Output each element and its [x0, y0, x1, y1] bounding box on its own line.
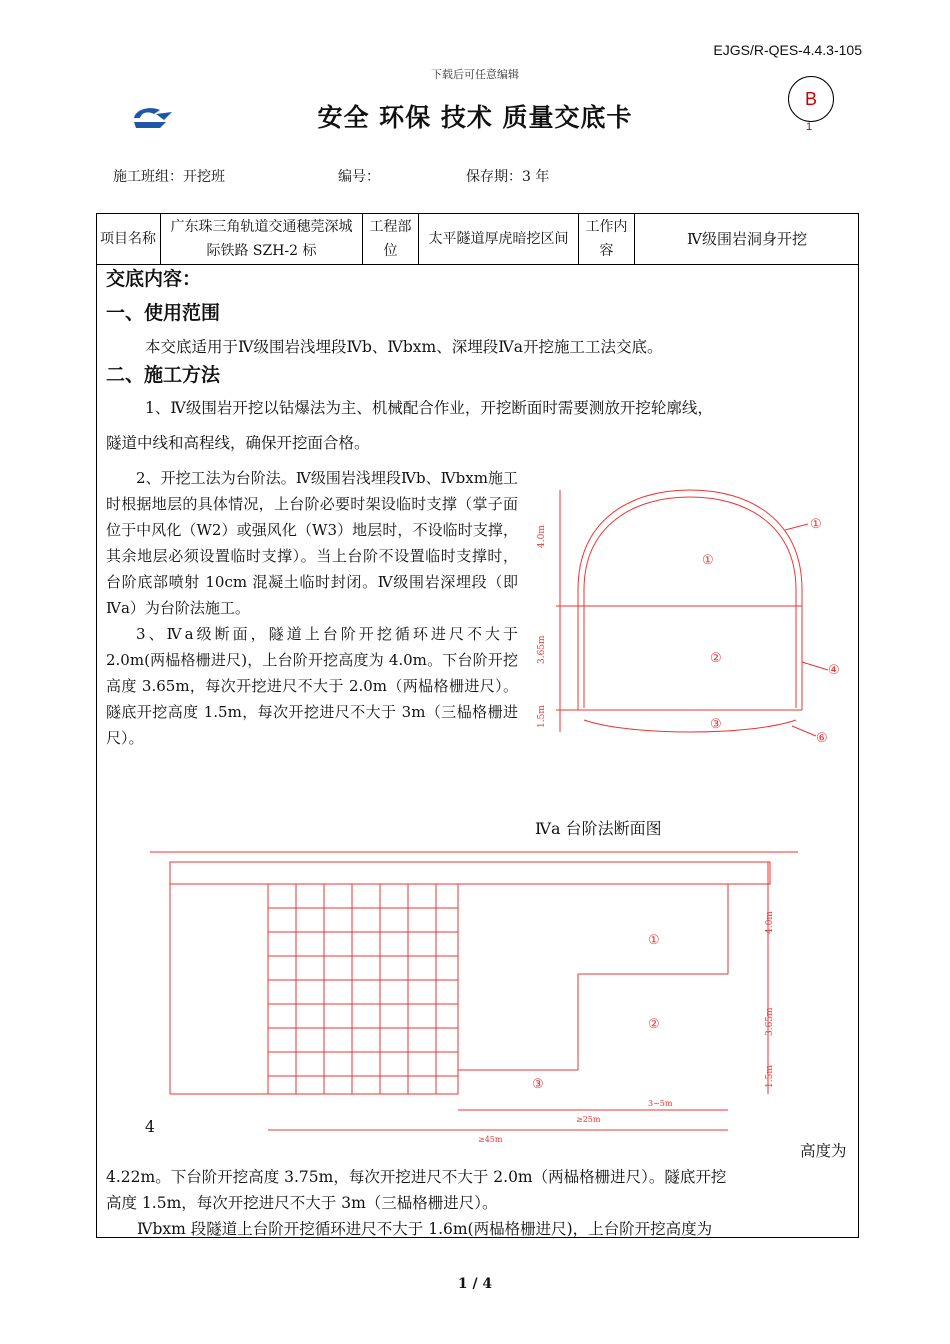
zone-3-label: ③ — [532, 1077, 544, 1092]
right-dim-1: 4.0m — [765, 911, 775, 934]
section1-text: 本交底适用于Ⅳ级围岩浅埋段Ⅳb、Ⅳbxm、深埋段Ⅳa开挖施工工法交底。 — [145, 338, 663, 356]
section2-p3: 3、Ⅳa级断面，隧道上台阶开挖循环进尺不大于 2.0m(两榀格栅进尺)，上台阶开挖高度为 4.0m。下台阶开挖高度 3.65m，每次开挖进尺不大于 2.0m（两榀格栅进尺）。隧底开挖高度 1.5m，每次开挖进尺不大于 3m（三榀格栅进尺）。 — [106, 625, 518, 747]
section2-p1-line1: 1、Ⅳ级围岩开挖以钻爆法为主、机械配合作业，开挖断面时需要测放开挖轮廓线， — [145, 399, 713, 417]
zone-2-label: ② — [648, 1017, 660, 1032]
zone-3-label: ③ — [710, 717, 722, 732]
retention-label: 保存期：3 年 — [466, 169, 550, 185]
bottom-line-4: Ⅳbxm 段隧道上台阶开挖循环进尺不大于 1.6m(两榀格栅进尺)，上台阶开挖高度为 — [137, 1220, 713, 1238]
work-value: Ⅳ级围岩洞身开挖 — [687, 229, 807, 248]
page-title: 安全 环保 技术 质量交底卡 — [317, 103, 633, 132]
bottom-line-2: 4.22m。下台阶开挖高度 3.75m，每次开挖进尺不大于 2.0m（两榀格栅进尺）。隧底开挖 — [106, 1168, 727, 1186]
dim-label-3: 1.5m — [537, 705, 547, 728]
content-heading: 交底内容： — [106, 268, 202, 290]
section2-p4-number: 4 — [145, 1118, 155, 1136]
section2-p2: 2、开挖工法为台阶法。Ⅳ级围岩浅埋段Ⅳb、Ⅳbxm施工时根据地层的具体情况，上台阶必要时架设临时支撑（掌子面位于中风化（W2）或强风化（W3）地层时，不设临时支撑，其余地层必须设置临时支撑）。当上台阶不设置临时支撑时，台阶底部喷射 10cm 混凝土临时封闭。Ⅳ级围岩深埋段（即Ⅳa）为台阶法施工。 — [106, 469, 518, 617]
right-dim-2: 3.65m — [765, 1007, 775, 1036]
callout-3: ⑥ — [816, 731, 828, 746]
bottom-dim-2: 3~5m — [648, 1099, 673, 1108]
zone-1-label: ① — [702, 553, 714, 568]
revision-badge: B — [788, 76, 834, 122]
revision-badge-sub: 1 — [806, 121, 813, 133]
callout-1: ① — [810, 517, 822, 532]
team-label: 施工班组：开挖班 — [113, 169, 225, 185]
dim-label-2: 3.65m — [537, 635, 547, 664]
section1-title: 一、使用范围 — [106, 302, 221, 324]
project-label: 项目名称 — [96, 213, 161, 264]
bottom-dim-3: ≥45m — [478, 1135, 503, 1144]
bottom-line-3: 高度 1.5m，每次开挖进尺不大于 3m（三榀格栅进尺）。 — [106, 1194, 498, 1212]
callout-2: ④ — [828, 663, 840, 678]
section2-p4-tail: 高度为 — [800, 1142, 847, 1160]
section2-continuation — [106, 1138, 852, 1242]
callout-line-1 — [785, 524, 808, 530]
zone-2-label: ② — [710, 651, 722, 666]
crown-band — [170, 862, 770, 884]
callout-line-2 — [802, 662, 828, 670]
section2-title: 二、施工方法 — [106, 364, 221, 386]
number-label: 编号： — [338, 169, 380, 185]
dim-label-1: 4.0m — [537, 525, 547, 548]
work-label: 工作内容 — [579, 213, 635, 264]
diagram1-caption: Ⅳa 台阶法断面图 — [535, 819, 662, 838]
invert-arc — [584, 720, 796, 732]
section2-p1-line2: 隧道中线和高程线，确保开挖面合格。 — [106, 434, 370, 452]
grid-blocks — [268, 884, 458, 1094]
part-value: 太平隧道厚虎暗挖区间 — [419, 213, 579, 264]
part-label: 工程部位 — [363, 213, 419, 264]
bottom-dim-1: ≥25m — [576, 1115, 601, 1124]
inner-contour — [584, 497, 796, 708]
edit-note: 下载后可任意编辑 — [431, 69, 519, 81]
longitudinal-section-diagram — [148, 848, 838, 1148]
callout-line-3 — [792, 726, 816, 736]
project-value: 广东珠三角轨道交通穗莞深城际铁路 SZH-2 标 — [161, 213, 363, 264]
document-code: EJGS/R-QES-4.4.3-105 — [713, 42, 862, 58]
right-dim-3: 1.5m — [765, 1065, 775, 1088]
tunnel-section-diagram — [530, 470, 850, 760]
page-number: 1 / 4 — [457, 1276, 493, 1292]
header-table — [96, 213, 859, 265]
zone-1-label: ① — [648, 933, 660, 948]
section2-left-column — [106, 465, 518, 751]
